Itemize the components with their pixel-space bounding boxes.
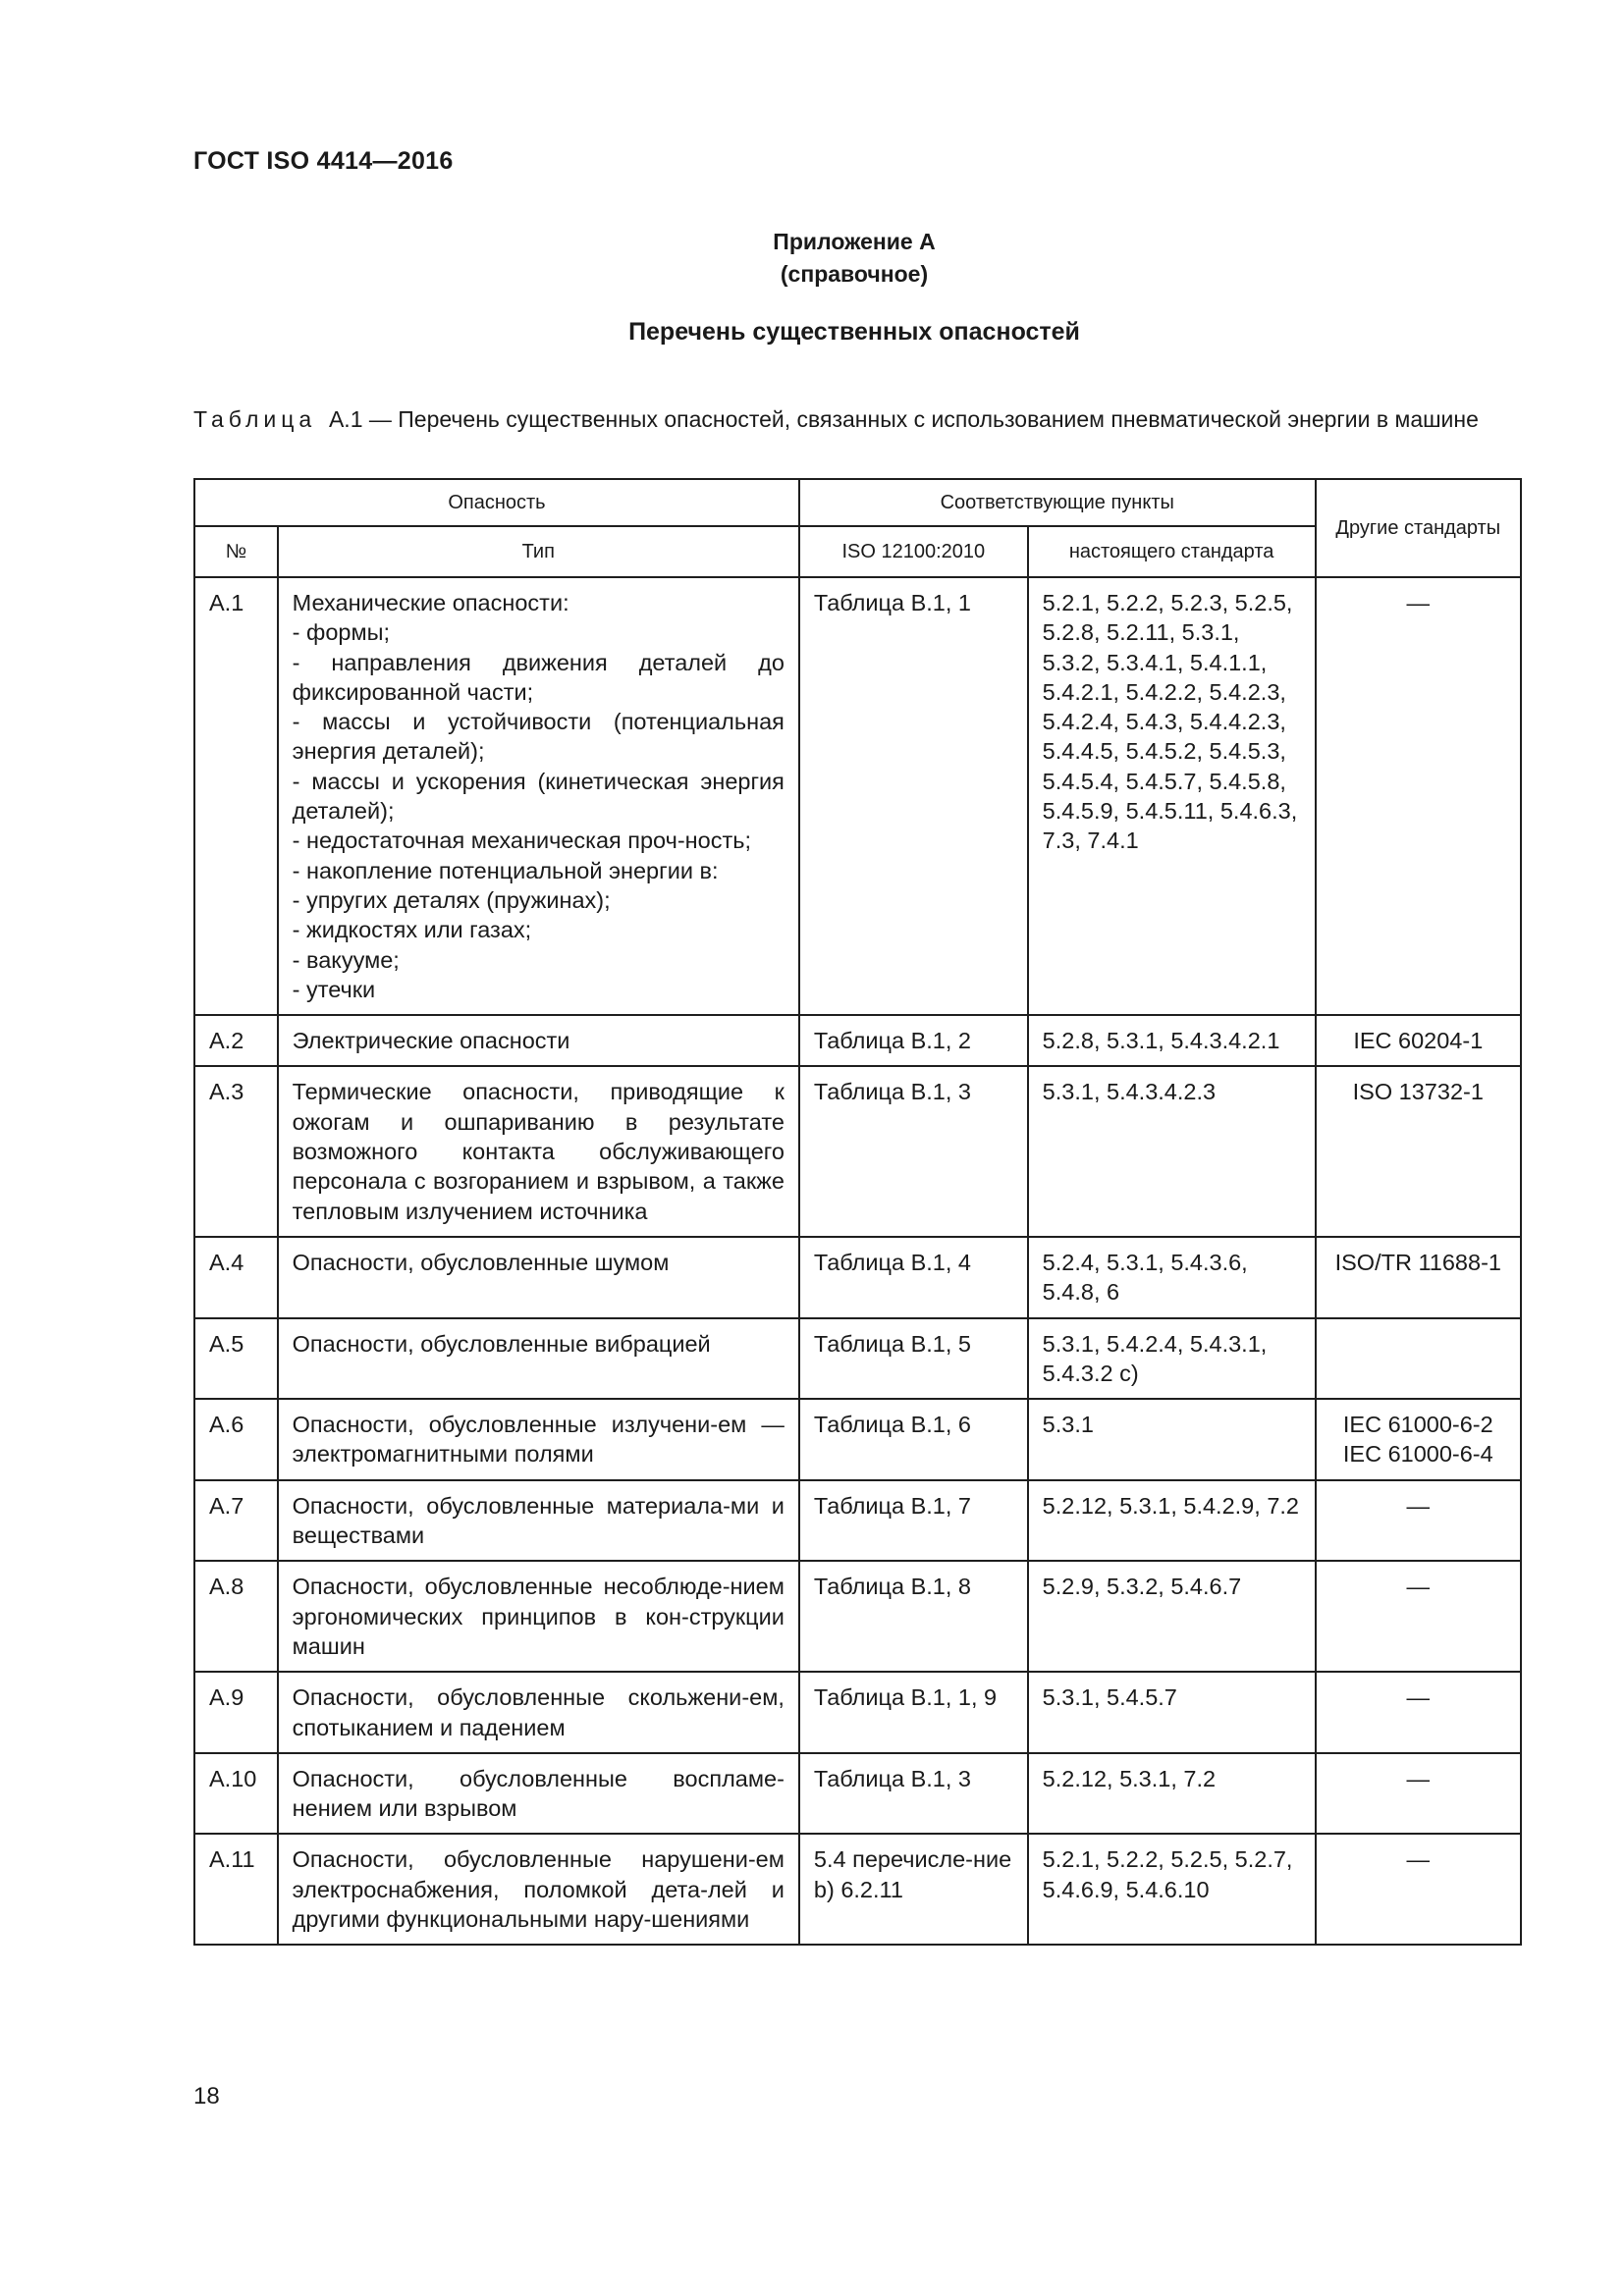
table-row (194, 1561, 1521, 1672)
row-number: А.6 (194, 1399, 278, 1480)
table-row (194, 1237, 1521, 1318)
hazard-type: Термические опасности, приводящие к ожогам и ошпариванию в результате возможного контакта обслуживающего персонала с возгоранием и взрывом, а также тепловым излучением источника (278, 1066, 799, 1236)
header-other-standards: Другие стандарты (1316, 479, 1521, 577)
iso-clause: Таблица В.1, 3 (799, 1753, 1028, 1835)
header-type: Тип (278, 526, 799, 577)
hazards-table (193, 478, 1522, 1946)
other-standards: — (1316, 577, 1521, 1015)
table-row (194, 1834, 1521, 1945)
hazard-type: Опасности, обусловленные нарушени-ем электроснабжения, поломкой дета-лей и другими функциональными нару-шениями (278, 1834, 799, 1945)
iso-clause: Таблица В.1, 6 (799, 1399, 1028, 1480)
hazard-subitem: - накопление потенциальной энергии в: (292, 857, 719, 883)
page-number: 18 (193, 2083, 220, 2109)
hazard-type: Опасности, обусловленные скольжени-ем, спотыканием и падением (278, 1672, 799, 1753)
hazard-subitem: - вакууме; (292, 946, 400, 973)
appendix-subtitle: (справочное) (780, 261, 929, 287)
table-row (194, 1480, 1521, 1562)
row-number: А.8 (194, 1561, 278, 1672)
row-number: А.11 (194, 1834, 278, 1945)
hazard-type (278, 577, 799, 1015)
standard-clauses: 5.2.12, 5.3.1, 7.2 (1028, 1753, 1316, 1835)
standard-clauses: 5.2.1, 5.2.2, 5.2.3, 5.2.5, 5.2.8, 5.2.11, 5.3.1, 5.3.2, 5.3.4.1, 5.4.1.1, 5.4.2.1, 5.4.2.2, 5.4.2.3, 5.4.2.4, 5.4.3, 5.4.4.2.3, 5.4.4.5, 5.4.5.2, 5.4.5.3, 5.4.5.4, 5.4.5.7, 5.4.5.8, 5.4.5.9, 5.4.5.11, 5.4.6.3, 7.3, 7.4.1 (1028, 577, 1316, 1015)
hazard-type: Опасности, обусловленные воспламе-нением или взрывом (278, 1753, 799, 1835)
hazard-subitem: - недостаточная механическая проч-ность; (292, 828, 752, 854)
table-caption-word: Таблица (193, 406, 317, 432)
iso-clause: Таблица В.1, 1 (799, 577, 1028, 1015)
row-number: А.9 (194, 1672, 278, 1753)
iso-clause: Таблица В.1, 1, 9 (799, 1672, 1028, 1753)
other-standards: IEC 60204-1 (1316, 1015, 1521, 1066)
table-row (194, 1399, 1521, 1480)
iso-clause: Таблица В.1, 3 (799, 1066, 1028, 1236)
header-this-standard: настоящего стандарта (1028, 526, 1316, 577)
table-row (194, 577, 1521, 1015)
other-standards: — (1316, 1561, 1521, 1672)
row-number: А.2 (194, 1015, 278, 1066)
header-iso: ISO 12100:2010 (799, 526, 1028, 577)
standard-clauses: 5.2.8, 5.3.1, 5.4.3.4.2.1 (1028, 1015, 1316, 1066)
standard-clauses: 5.3.1, 5.4.5.7 (1028, 1672, 1316, 1753)
iso-clause: Таблица В.1, 2 (799, 1015, 1028, 1066)
row-number: А.5 (194, 1318, 278, 1400)
iso-clause: 5.4 перечисле-ние b) 6.2.11 (799, 1834, 1028, 1945)
hazard-subitem: - упругих деталях (пружинах); (292, 886, 611, 913)
appendix-title: Приложение А (773, 229, 936, 254)
iso-clause: Таблица В.1, 7 (799, 1480, 1028, 1562)
table-row (194, 1753, 1521, 1835)
standard-clauses: 5.3.1, 5.4.3.4.2.3 (1028, 1066, 1316, 1236)
table-row (194, 1318, 1521, 1400)
standard-clauses: 5.3.1 (1028, 1399, 1316, 1480)
standard-clauses: 5.2.12, 5.3.1, 5.4.2.9, 7.2 (1028, 1480, 1316, 1562)
hazard-type: Опасности, обусловленные материала-ми и веществами (278, 1480, 799, 1562)
other-standards: ISO 13732-1 (1316, 1066, 1521, 1236)
row-number: А.4 (194, 1237, 278, 1318)
hazard-subitem: - утечки (292, 976, 376, 1002)
row-number: А.7 (194, 1480, 278, 1562)
hazard-subitem: - массы и ускорения (кинетическая энергия деталей); (292, 768, 785, 825)
hazard-type-heading: Механические опасности: (292, 590, 569, 615)
header-relevant-clauses: Соответствующие пункты (799, 479, 1316, 526)
hazard-type: Опасности, обусловленные вибрацией (278, 1318, 799, 1400)
table-header-row (194, 479, 1521, 526)
header-number: № (194, 526, 278, 577)
appendix-heading (0, 226, 1624, 291)
iso-clause: Таблица В.1, 5 (799, 1318, 1028, 1400)
hazard-subitem: - массы и устойчивости (потенциальная энергия деталей); (292, 709, 785, 765)
header-hazard: Опасность (194, 479, 799, 526)
other-standards: — (1316, 1753, 1521, 1835)
row-number: А.3 (194, 1066, 278, 1236)
hazard-subitem: - направления движения деталей до фиксированной части; (292, 649, 785, 705)
standard-clauses: 5.3.1, 5.4.2.4, 5.4.3.1, 5.4.3.2 c) (1028, 1318, 1316, 1400)
hazard-subitem: - формы; (292, 619, 391, 646)
table-row (194, 1672, 1521, 1753)
other-standards: — (1316, 1672, 1521, 1753)
table-row (194, 1066, 1521, 1236)
iso-clause: Таблица В.1, 8 (799, 1561, 1028, 1672)
other-standards: IEC 61000-6-2 IEC 61000-6-4 (1316, 1399, 1521, 1480)
hazard-type: Опасности, обусловленные несоблюде-нием эргономических принципов в кон-струкции машин (278, 1561, 799, 1672)
row-number: А.1 (194, 577, 278, 1015)
table-caption (193, 404, 1521, 435)
standard-clauses: 5.2.4, 5.3.1, 5.4.3.6, 5.4.8, 6 (1028, 1237, 1316, 1318)
section-title: Перечень существенных опасностей (628, 318, 1080, 346)
standard-clauses: 5.2.9, 5.3.2, 5.4.6.7 (1028, 1561, 1316, 1672)
table-caption-text: А.1 — Перечень существенных опасностей, связанных с использованием пневматической энергии в машине (328, 406, 1479, 432)
row-number: А.10 (194, 1753, 278, 1835)
standard-clauses: 5.2.1, 5.2.2, 5.2.5, 5.2.7, 5.4.6.9, 5.4.6.10 (1028, 1834, 1316, 1945)
hazard-type: Опасности, обусловленные излучени-ем — электромагнитными полями (278, 1399, 799, 1480)
other-standards (1316, 1318, 1521, 1400)
other-standards: — (1316, 1480, 1521, 1562)
table-row (194, 1015, 1521, 1066)
hazard-type: Электрические опасности (278, 1015, 799, 1066)
other-standards: — (1316, 1834, 1521, 1945)
hazard-subitem: - жидкостях или газах; (292, 917, 532, 943)
iso-clause: Таблица В.1, 4 (799, 1237, 1028, 1318)
standard-header: ГОСТ ISO 4414—2016 (193, 147, 454, 175)
hazard-type: Опасности, обусловленные шумом (278, 1237, 799, 1318)
other-standards: ISO/TR 11688-1 (1316, 1237, 1521, 1318)
